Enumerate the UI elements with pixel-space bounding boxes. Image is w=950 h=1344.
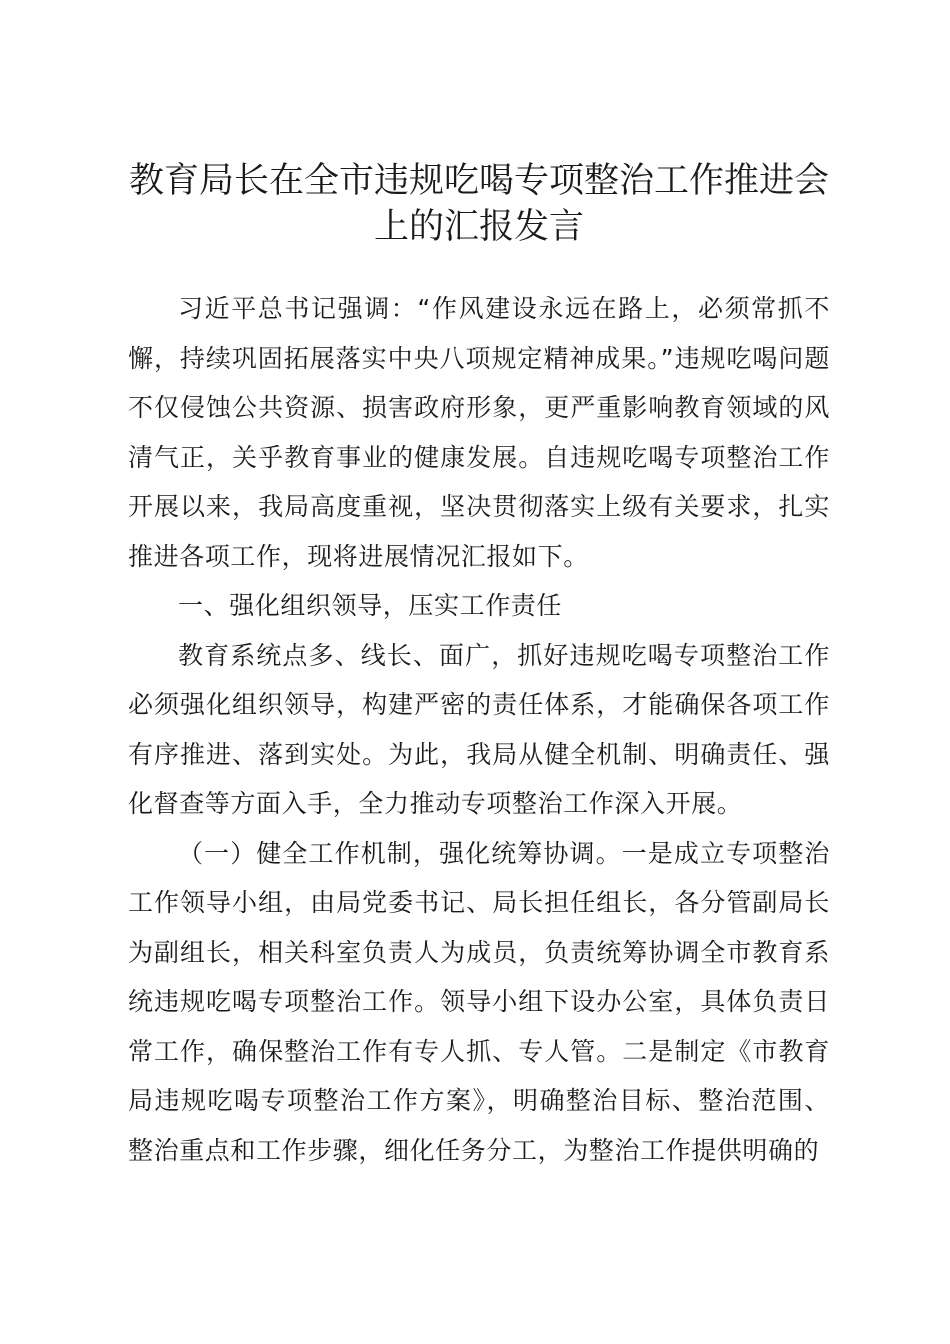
- intro-paragraph: 习近平总书记强调：“作风建设永远在路上，必须常抓不懈，持续巩固拓展落实中央八项规定精神成果。”违规吃喝问题不仅侵蚀公共资源、损害政府形象，更严重影响教育领域的风清气正，关乎教育事业的健康发展。自违规吃喝专项整治工作开展以来，我局高度重视，坚决贯彻落实上级有关要求，扎实推进各项工作，现将进展情况汇报如下。: [128, 294, 830, 571]
- subsection-1-paragraph: （一）健全工作机制，强化统筹协调。一是成立专项整治工作领导小组，由局党委书记、局长担任组长，各分管副局长为副组长，相关科室负责人为成员，负责统筹协调全市教育系统违规吃喝专项整治工作。领导小组下设办公室，具体负责日常工作，确保整治工作有专人抓、专人管。二是制定《市教育局违规吃喝专项整治工作方案》，明确整治目标、整治范围、整治重点和工作步骤，细化任务分工，为整治工作提供明确的: [128, 838, 830, 1165]
- section-heading-1: 一、强化组织领导，压实工作责任: [178, 591, 563, 620]
- document-body: [128, 284, 830, 1175]
- document-title: 教育局长在全市违规吃喝专项整治工作推进会上的汇报发言: [128, 161, 829, 247]
- section-1-paragraph: 教育系统点多、线长、面广，抓好违规吃喝专项整治工作必须强化组织领导，构建严密的责任体系，才能确保各项工作有序推进、落到实处。为此，我局从健全机制、明确责任、强化督查等方面入手，全力推动专项整治工作深入开展。: [128, 640, 830, 818]
